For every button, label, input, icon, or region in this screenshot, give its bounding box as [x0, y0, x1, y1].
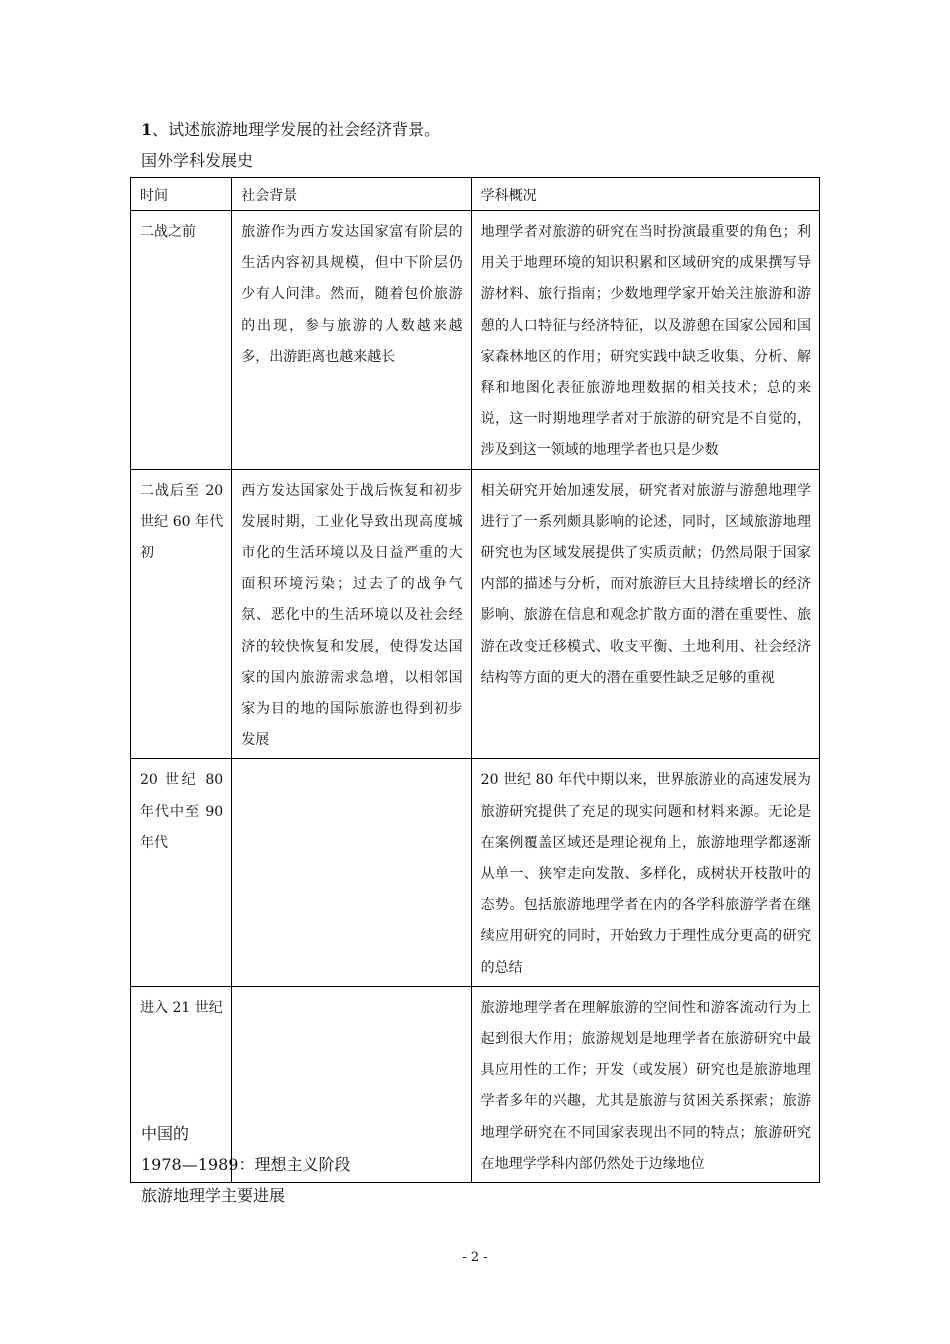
table-row — [131, 211, 820, 470]
cell-time: 进入 21 世纪 — [131, 986, 232, 1182]
cell-overview: 相关研究开始加速发展，研究者对旅游与游憩地理学进行了一系列颇具影响的论述，同时，区域旅游地理研究也为区域发展提供了实质贡献；仍然局限于国家内部的描述与分析，而对旅游巨大且持续增长的经济影响、旅游在信息和观念扩散方面的潜在重要性、旅游在改变迁移模式、收支平衡、土地利用、社会经济结构等方面的更大的潜在重要性缺乏足够的重视 — [471, 469, 819, 759]
table-row — [131, 469, 820, 759]
header-overview: 学科概况 — [471, 178, 819, 211]
header-background: 社会背景 — [232, 178, 471, 211]
cell-time: 二战之前 — [131, 211, 232, 470]
cell-background: 旅游作为西方发达国家富有阶层的生活内容初具规模，但中下阶层仍少有人问津。然而，随着包价旅游的出现，参与旅游的人数越来越多，出游距离也越来越长 — [232, 211, 471, 470]
table-row — [131, 759, 820, 986]
cell-background — [232, 759, 471, 986]
stage-heading: 1978—1989：理想主义阶段 — [141, 1155, 351, 1174]
cell-overview: 20 世纪 80 年代中期以来，世界旅游业的高速发展为旅游研究提供了充足的现实问题和材料来源。无论是在案例覆盖区域还是理论视角上，旅游地理学都逐渐从单一、狭窄走向发散、多样化，成树状开枝散叶的态势。包括旅游地理学者在内的各学科旅游学者在继续应用研究的同时，开始致力于理性成分更高的研究的总结 — [471, 759, 819, 986]
question-number: 1 — [141, 120, 153, 139]
progress-heading: 旅游地理学主要进展 — [141, 1186, 286, 1205]
cell-time: 二战后至 20 世纪 60 年代初 — [131, 469, 232, 759]
page-number: - 2 - — [462, 1250, 488, 1265]
question-text: 、试述旅游地理学发展的社会经济背景。 — [152, 120, 441, 139]
cell-overview: 旅游地理学者在理解旅游的空间性和游客流动行为上起到很大作用；旅游规划是地理学者在旅游研究中最具应用性的工作；开发（或发展）研究也是旅游地理学者多年的兴趣，尤其是旅游与贫困关系探索；旅游地理学研究在不同国家表现出不同的特点；旅游研究在地理学学科内部仍然处于边缘地位 — [471, 986, 819, 1182]
history-table — [130, 177, 820, 1183]
china-heading: 中国的 — [141, 1124, 190, 1143]
question-heading — [141, 116, 440, 144]
table-header-row — [131, 178, 820, 211]
cell-background: 西方发达国家处于战后恢复和初步发展时期，工业化导致出现高度城市化的生活环境以及日益严重的大面积环境污染；过去了的战争气氛、恶化中的生活环境以及社会经济的较快恢复和发展，使得发达国家的国内旅游需求急增，以相邻国家为目的地的国际旅游也得到初步发展 — [232, 469, 471, 759]
section-title: 国外学科发展史 — [141, 151, 254, 170]
cell-time: 20 世纪 80 年代中至 90 年代 — [131, 759, 232, 986]
header-time: 时间 — [131, 178, 232, 211]
cell-overview: 地理学者对旅游的研究在当时扮演最重要的角色；利用关于地理环境的知识积累和区域研究的成果撰写导游材料、旅行指南；少数地理学家开始关注旅游和游憩的人口特征与经济特征，以及游憩在国家公园和国家森林地区的作用；研究实践中缺乏收集、分析、解释和地图化表征旅游地理数据的相关技术；总的来说，这一时期地理学者对于旅游的研究是不自觉的，涉及到这一领域的地理学者也只是少数 — [471, 211, 819, 470]
